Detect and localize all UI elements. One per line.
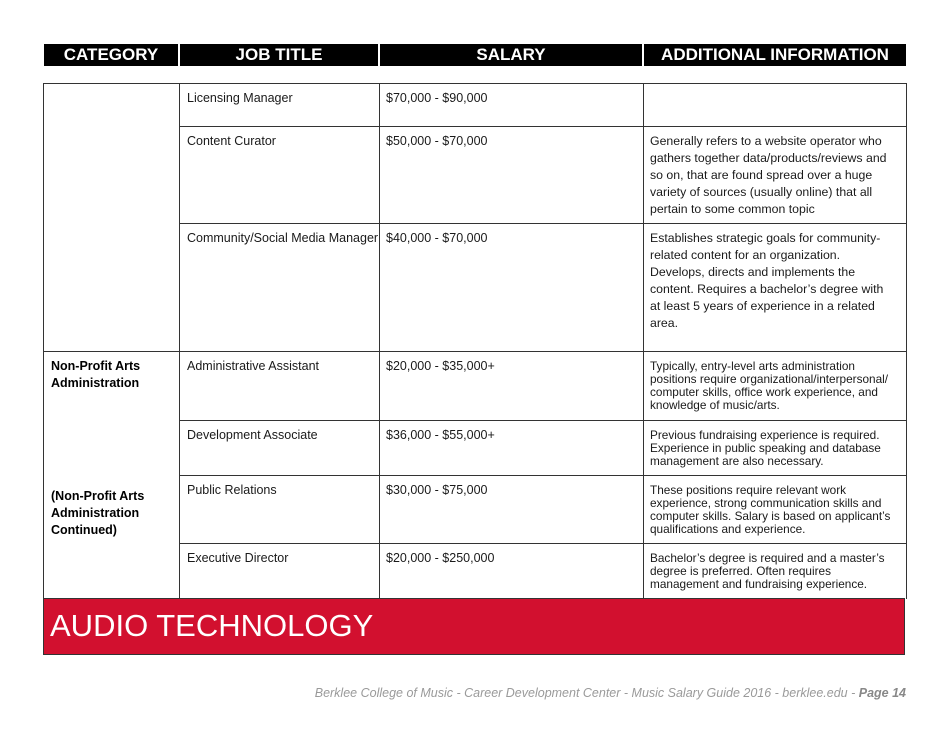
row-divider (44, 351, 906, 352)
job-title: Content Curator (187, 134, 276, 148)
row-divider (179, 543, 906, 544)
salary: $20,000 - $35,000+ (386, 359, 495, 373)
row-divider (179, 420, 906, 421)
column-divider (179, 84, 180, 599)
page-footer (315, 686, 906, 700)
header-job-title-label: JOB TITLE (235, 45, 323, 64)
additional-info: Generally refers to a website operator who gathers together data/products/reviews and so on, that are found spread over a huge variety of sources (usually online) that all pertain to some common topic (650, 134, 887, 216)
job-title: Licensing Manager (187, 91, 293, 105)
row-divider (179, 126, 906, 127)
salary-table (43, 83, 907, 599)
header-category (44, 44, 178, 66)
job-title: Public Relations (187, 483, 277, 497)
row-divider (179, 223, 906, 224)
salary: $20,000 - $250,000 (386, 551, 495, 565)
additional-info: Bachelor’s degree is required and a master’s degree is preferred. Often requires management and fundraising experience. (650, 551, 885, 591)
salary: $36,000 - $55,000+ (386, 428, 495, 442)
salary: $40,000 - $70,000 (386, 231, 488, 245)
salary: $70,000 - $90,000 (386, 91, 488, 105)
category-nonprofit-continued: (Non-Profit Arts Administration Continued) (51, 489, 145, 537)
additional-info: These positions require relevant work experience, strong communication skills and computer skills. Salary is based on applicant’s qualifications and experience. (650, 483, 891, 536)
additional-info: Previous fundraising experience is required. Experience in public speaking and database management are also necessary. (650, 428, 881, 468)
header-job-title (180, 44, 378, 66)
additional-info: Establishes strategic goals for community-related content for an organization. Develops, directs and implements the content. Requires a bachelor’s degree with at least 5 years of experience in a related area. (650, 231, 884, 330)
section-banner-title: AUDIO TECHNOLOGY (50, 608, 374, 643)
job-title: Executive Director (187, 551, 289, 565)
category-nonprofit: Non-Profit Arts Administration (51, 359, 141, 390)
header-salary-label: SALARY (476, 45, 546, 64)
job-title: Development Associate (187, 428, 318, 442)
salary: $30,000 - $75,000 (386, 483, 488, 497)
header-category-label: CATEGORY (63, 45, 159, 64)
page-number: Page 14 (858, 686, 906, 700)
section-banner (43, 598, 905, 655)
job-title: Community/Social Media Manager (187, 231, 379, 245)
job-title: Administrative Assistant (187, 359, 319, 373)
header-additional-info (644, 44, 906, 66)
column-divider (379, 84, 380, 599)
column-divider (643, 84, 644, 599)
row-divider (179, 475, 906, 476)
footer-text: Berklee College of Music - Career Development Center - Music Salary Guide 2016 - berklee.edu - (314, 686, 859, 700)
salary: $50,000 - $70,000 (386, 134, 488, 148)
header-additional-info-label: ADDITIONAL INFORMATION (661, 45, 889, 64)
header-salary (380, 44, 642, 66)
additional-info: Typically, entry-level arts administration positions require organizational/interpersonal/ computer skills, office work experience, and knowledge of music/arts. (650, 359, 889, 412)
